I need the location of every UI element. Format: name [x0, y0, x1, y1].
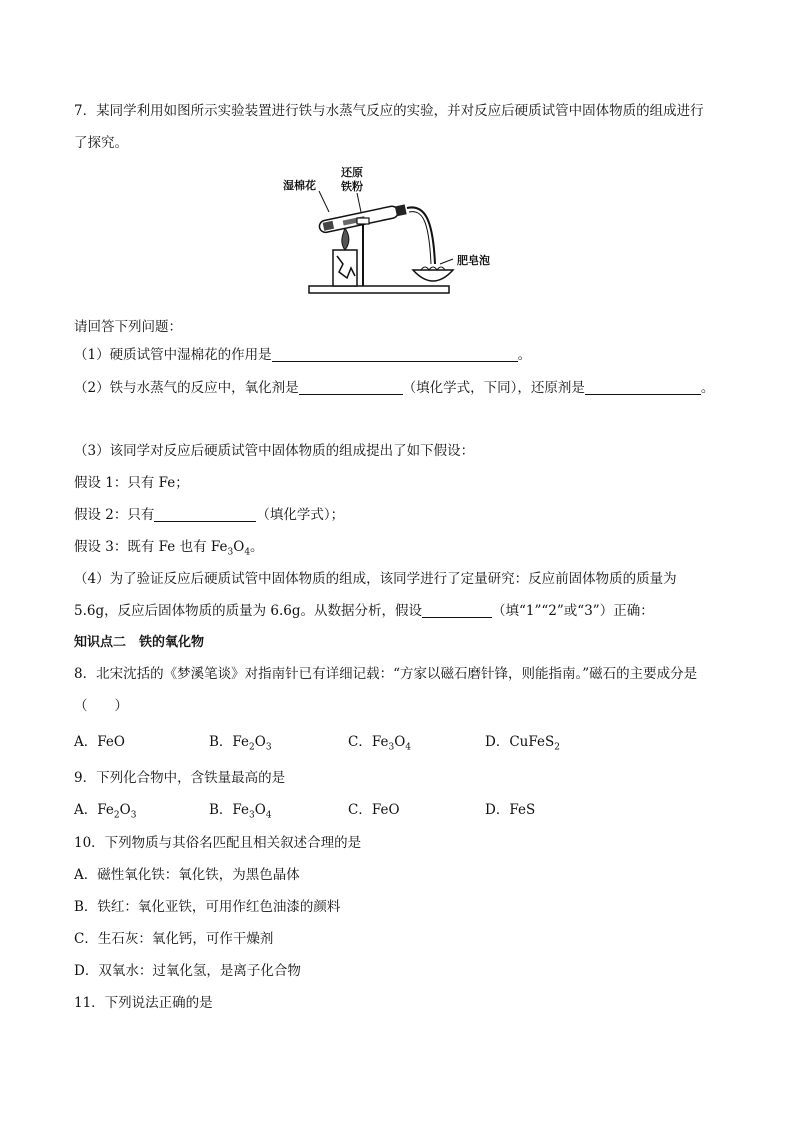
- alcohol-lamp: [333, 250, 357, 286]
- soap-dish: [413, 270, 453, 281]
- answer-blank-hypothesis-choice[interactable]: [422, 603, 492, 618]
- q8-stem-line2: （ ）: [74, 698, 128, 714]
- clamp: [357, 218, 369, 224]
- q9-option-a[interactable]: A．$Fe_2O_3$: [74, 802, 137, 821]
- q7-sub3: （3）该同学对反应后硬质试管中固体物质的组成提出了如下假设：: [74, 443, 475, 459]
- flame: [342, 228, 349, 250]
- q10-option-d[interactable]: D．双氧水：过氧化氢，是离子化合物: [74, 963, 301, 979]
- q9-stem: 9．下列化合物中，含铁量最高的是: [74, 770, 286, 786]
- label-wet-cotton: 湿棉花: [283, 179, 316, 192]
- label-reduced-iron-bottom: 铁粉: [341, 180, 363, 193]
- answer-blank-cotton-role[interactable]: [272, 347, 518, 362]
- q7-sub1: （1）硬质试管中湿棉花的作用是 。: [74, 347, 532, 363]
- q9-option-c[interactable]: C．FeO: [348, 802, 400, 818]
- q7-prompt: 请回答下列问题：: [74, 319, 182, 335]
- q8-option-c[interactable]: C．$Fe_3O_4$: [348, 734, 412, 753]
- leader-line-iron: [357, 193, 361, 212]
- q8-stem-line1: 8．北宋沈括的《梦溪笔谈》对指南针已有详细记载：“方家以磁石磨针锋，则能指南。”磁石的主要成分是: [74, 666, 698, 682]
- q8-option-a[interactable]: A．FeO: [74, 734, 125, 750]
- stand-base: [309, 286, 449, 293]
- q11-stem: 11．下列说法正确的是: [74, 995, 213, 1011]
- label-soap-bubbles: 肥皂泡: [457, 254, 490, 267]
- q7-sub4-line2: 5.6g，反应后固体物质的质量为 6.6g。从数据分析，假设 （填“1”“2”或“3”）正确：: [74, 603, 654, 619]
- q8-option-d[interactable]: D．CuFeS$_2$: [485, 734, 560, 753]
- leader-line-soap: [440, 259, 453, 264]
- q7-sub4-line1: （4）为了验证反应后硬质试管中固体物质的组成，该同学进行了定量研究：反应前固体物质的质量为: [74, 571, 677, 587]
- q7-stem-line2: 了探究。: [74, 135, 128, 151]
- section-heading: 知识点二 铁的氧化物: [74, 635, 205, 650]
- q7-stem-line1: 7．某同学利用如图所示实验装置进行铁与水蒸气反应的实验，并对反应后硬质试管中固体物质的组成进行: [74, 103, 704, 119]
- q10-option-c[interactable]: C．生石灰：氧化钙，可作干燥剂: [74, 931, 274, 947]
- q10-stem: 10．下列物质与其俗名匹配且相关叙述合理的是: [74, 835, 362, 851]
- hypothesis-2: 假设 2：只有 （填化学式）；: [74, 507, 345, 523]
- apparatus-figure: [283, 160, 520, 300]
- label-reduced-iron-top: 还原: [341, 166, 363, 179]
- answer-blank-reductant[interactable]: [585, 380, 701, 395]
- q9-option-b[interactable]: B．$Fe_3O_4$: [209, 802, 272, 821]
- stopper: [395, 204, 407, 216]
- hypothesis-3: 假设 3：既有 Fe 也有 $Fe_3O_4$。: [74, 539, 264, 558]
- answer-blank-oxidant[interactable]: [299, 380, 403, 395]
- answer-blank-hypothesis-2[interactable]: [154, 507, 256, 522]
- q10-option-b[interactable]: B．铁红：氧化亚铁，可用作红色油漆的颜料: [74, 899, 341, 915]
- q7-sub2: （2）铁与水蒸气的反应中，氧化剂是 （填化学式，下同），还原剂是 。: [74, 380, 715, 396]
- q10-option-a[interactable]: A．磁性氧化铁：氧化铁，为黑色晶体: [74, 867, 300, 883]
- q9-option-d[interactable]: D．FeS: [485, 802, 536, 818]
- hypothesis-1: 假设 1：只有 Fe；: [74, 475, 189, 491]
- q8-option-b[interactable]: B．$Fe_2O_3$: [209, 734, 272, 753]
- leader-line-cotton: [319, 191, 329, 212]
